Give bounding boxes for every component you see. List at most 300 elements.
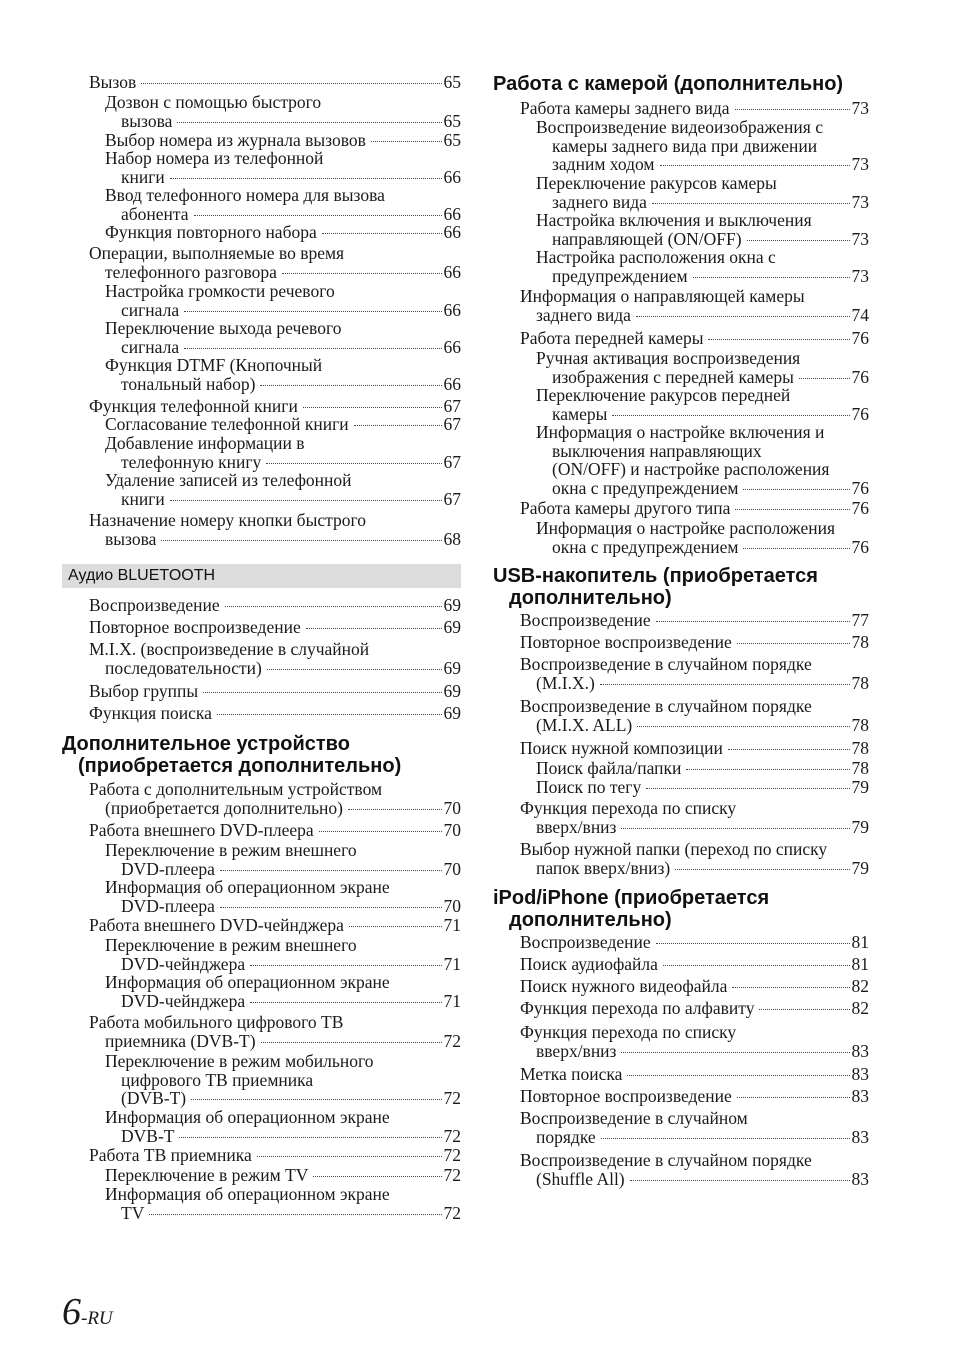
toc-entry-text: Работа ТВ приемника xyxy=(89,1145,252,1165)
toc-entry-line xyxy=(105,992,461,1011)
toc-entry-line xyxy=(536,368,869,387)
toc-entry-line xyxy=(520,611,869,630)
dot-leader xyxy=(737,1097,850,1098)
dot-leader xyxy=(161,540,441,541)
toc-entry-text: (Shuffle All) xyxy=(536,1168,625,1189)
toc-entry-line xyxy=(520,1170,869,1189)
section-heading-line: дополнительно) xyxy=(509,587,672,609)
toc-entry[interactable] xyxy=(493,739,869,758)
toc-entry-text: Операции, выполняемые во время xyxy=(89,243,345,263)
toc-entry[interactable] xyxy=(62,415,461,434)
toc-entry-line xyxy=(536,759,869,778)
toc-entry[interactable] xyxy=(493,99,869,118)
dot-leader xyxy=(203,692,441,693)
toc-entry-text: Настройка включения и выключения xyxy=(536,210,812,230)
toc-entry-text: Функция телефонной книги xyxy=(89,396,298,416)
toc-entry-text: Переключение в режим внешнего xyxy=(105,840,357,860)
dot-leader xyxy=(306,628,442,629)
toc-entry-text: Воспроизведение xyxy=(520,932,651,952)
toc-entry-text: Согласование телефонной книги xyxy=(105,414,349,434)
toc-page-number: 66 xyxy=(443,299,461,320)
toc-entry-text: Повторное воспроизведение xyxy=(520,632,732,652)
toc-entry-text: Поиск аудиофайла xyxy=(520,954,658,974)
toc-entry[interactable] xyxy=(62,73,461,92)
toc-entry[interactable] xyxy=(62,471,461,508)
toc-entry-text: DVD-чейнджера xyxy=(121,953,246,974)
toc-entry-text: DVD-плеера xyxy=(121,895,215,916)
toc-entry-text: заднего вида xyxy=(536,304,631,325)
toc-page-number: 67 xyxy=(443,414,461,434)
toc-entry-text: Переключение ракурсов передней xyxy=(536,385,791,405)
toc-page-number: 66 xyxy=(443,373,461,394)
dot-leader xyxy=(303,407,442,408)
toc-entry-line xyxy=(105,223,461,242)
toc-page-number: 70 xyxy=(443,820,461,840)
toc-entry-text: окна с предупреждением xyxy=(552,477,739,498)
toc-entry-line xyxy=(89,1146,461,1165)
dot-leader xyxy=(257,1156,442,1157)
toc-entry-line xyxy=(520,1087,869,1106)
toc-entry[interactable] xyxy=(493,933,869,952)
toc-entry-text: Работа камеры заднего вида xyxy=(520,98,730,118)
toc-entry[interactable] xyxy=(493,633,869,652)
dot-leader xyxy=(179,1137,441,1138)
dot-leader xyxy=(600,684,850,685)
toc-entry-line xyxy=(520,329,869,348)
toc-entry-line xyxy=(105,1204,461,1223)
toc-entry[interactable] xyxy=(62,511,461,548)
toc-entry-text: сигнала xyxy=(121,336,180,357)
toc-page-number: 83 xyxy=(851,1040,869,1061)
toc-entry-text: Работа мобильного цифрового ТВ xyxy=(89,1012,344,1032)
toc-entry-text: DVB-T xyxy=(121,1125,175,1146)
toc-entry-line xyxy=(89,682,461,701)
toc-page-number: 83 xyxy=(851,1064,869,1084)
toc-entry-text: Переключение выхода речевого xyxy=(105,318,342,338)
dot-leader xyxy=(282,273,442,274)
dot-leader xyxy=(621,828,849,829)
toc-entry[interactable] xyxy=(493,799,869,836)
toc-entry-text: (M.I.X. ALL) xyxy=(536,714,633,735)
toc-page-number: 83 xyxy=(851,1126,869,1147)
toc-entry-line xyxy=(105,860,461,879)
toc-page-number: 73 xyxy=(851,191,869,212)
dot-leader xyxy=(220,907,442,908)
section-heading-line: Дополнительное устройство xyxy=(62,733,350,755)
toc-entry[interactable] xyxy=(493,211,869,248)
dot-leader xyxy=(149,1214,441,1215)
dot-leader xyxy=(747,240,850,241)
page-number: 6 xyxy=(62,1291,81,1333)
toc-entry-text: Воспроизведение в случайном порядке xyxy=(520,1150,812,1170)
toc-page-number: 76 xyxy=(851,477,869,498)
toc-entry-line xyxy=(105,1127,461,1146)
toc-entry[interactable] xyxy=(62,640,461,677)
toc-entry-text: TV xyxy=(121,1202,145,1223)
toc-page-number: 76 xyxy=(851,328,869,348)
toc-entry-text: Воспроизведение xyxy=(89,595,220,615)
toc-entry[interactable] xyxy=(62,397,461,416)
toc-entry[interactable] xyxy=(493,174,869,211)
toc-entry-text: сигнала xyxy=(121,299,180,320)
toc-entry-text: заднего вида xyxy=(552,191,647,212)
toc-entry-text: вверх/вниз xyxy=(536,816,617,837)
toc-entry[interactable] xyxy=(62,186,461,223)
dot-leader xyxy=(220,870,442,871)
toc-entry-text: направляющей (ON/OFF) xyxy=(552,228,742,249)
toc-entry[interactable] xyxy=(493,287,869,324)
toc-entry[interactable] xyxy=(493,611,869,630)
toc-entry[interactable] xyxy=(62,131,461,150)
toc-entry[interactable] xyxy=(62,282,461,319)
toc-entry-text: Информация о настройке включения и xyxy=(536,422,825,442)
toc-entry[interactable] xyxy=(493,499,869,518)
toc-entry-line xyxy=(105,897,461,916)
toc-entry[interactable] xyxy=(493,655,869,692)
toc-entry-text: Переключение в режим TV xyxy=(105,1165,309,1185)
toc-entry-text: Функция DTMF (Кнопочный xyxy=(105,355,323,375)
toc-entry[interactable] xyxy=(62,916,461,935)
toc-entry-line xyxy=(536,538,869,557)
toc-entry[interactable] xyxy=(493,1023,869,1060)
toc-page-number: 82 xyxy=(851,998,869,1018)
dot-leader xyxy=(759,1009,849,1010)
toc-entry[interactable] xyxy=(493,118,869,174)
toc-entry[interactable] xyxy=(493,349,869,386)
toc-entry-text: книги xyxy=(121,166,165,187)
toc-entry[interactable] xyxy=(493,1109,869,1146)
toc-page-number: 67 xyxy=(443,488,461,509)
dot-leader xyxy=(735,109,850,110)
toc-entry-text: (приобретается дополнительно) xyxy=(105,797,344,818)
toc-entry[interactable] xyxy=(62,596,461,615)
toc-page-number: 79 xyxy=(851,777,869,797)
toc-entry[interactable] xyxy=(62,1185,461,1222)
toc-page-number: 76 xyxy=(851,498,869,518)
toc-entry-text: вызова xyxy=(121,110,173,131)
toc-entry-text: Вызов xyxy=(89,72,137,92)
toc-entry-text: окна с предупреждением xyxy=(552,536,739,557)
toc-page-number: 65 xyxy=(443,130,461,150)
toc-entry[interactable] xyxy=(493,840,869,877)
toc-entry-text: DVD-плеера xyxy=(121,858,215,879)
toc-entry[interactable] xyxy=(493,1065,869,1084)
dot-leader xyxy=(170,500,442,501)
toc-entry-line xyxy=(105,205,461,224)
toc-entry-text: тональный набор) xyxy=(121,373,256,394)
toc-entry-text: Поиск нужного видеофайла xyxy=(520,976,728,996)
dot-leader xyxy=(313,1176,441,1177)
toc-entry-line xyxy=(536,778,869,797)
toc-page-number: 72 xyxy=(443,1145,461,1165)
toc-entry-line xyxy=(520,306,869,325)
toc-page-number: 69 xyxy=(443,703,461,723)
toc-entry-line xyxy=(520,499,869,518)
toc-entry-line xyxy=(520,933,869,952)
dot-leader xyxy=(646,788,849,789)
toc-entry[interactable] xyxy=(493,697,869,734)
toc-entry[interactable] xyxy=(493,248,869,285)
toc-page-number: 69 xyxy=(443,595,461,615)
toc-entry-text: Метка поиска xyxy=(520,1064,623,1084)
toc-entry-line xyxy=(105,375,461,394)
toc-page-number: 67 xyxy=(443,451,461,472)
toc-entry-text: DVD-чейнджера xyxy=(121,990,246,1011)
toc-entry-line xyxy=(105,415,461,434)
toc-entry[interactable] xyxy=(493,955,869,974)
dot-leader xyxy=(732,987,849,988)
toc-page-number: 83 xyxy=(851,1168,869,1189)
toc-page-number: 73 xyxy=(851,98,869,118)
toc-entry-line xyxy=(536,267,869,286)
toc-entry-text: Ввод телефонного номера для вызова xyxy=(105,185,385,205)
dot-leader xyxy=(621,1052,849,1053)
toc-entry[interactable] xyxy=(493,423,869,497)
toc-entry[interactable] xyxy=(62,223,461,242)
toc-page-number: 77 xyxy=(851,610,869,630)
toc-page-number: 71 xyxy=(443,953,461,974)
dot-leader xyxy=(141,83,441,84)
dot-leader xyxy=(660,165,850,166)
toc-page-number: 74 xyxy=(851,304,869,325)
toc-entry-text: Добавление информации в xyxy=(105,433,305,453)
toc-entry-text: камеры заднего вида при движении xyxy=(552,135,818,156)
toc-entry-line xyxy=(536,230,869,249)
toc-entry-text: Функция перехода по списку xyxy=(520,798,737,818)
toc-entry-text: Информация о направляющей камеры xyxy=(520,286,805,306)
toc-entry-text: задним ходом xyxy=(552,154,655,174)
toc-entry-text: Работа с дополнительным устройством xyxy=(89,779,383,799)
toc-page-number: 81 xyxy=(851,954,869,974)
dot-leader xyxy=(627,1075,849,1076)
toc-entry-line xyxy=(105,168,461,187)
toc-entry-line xyxy=(520,99,869,118)
toc-entry[interactable] xyxy=(62,356,461,393)
toc-entry-text: Поиск по тегу xyxy=(536,777,642,797)
section-heading xyxy=(493,887,869,931)
toc-entry[interactable] xyxy=(62,244,461,281)
toc-entry[interactable] xyxy=(62,93,461,130)
toc-page-number: 79 xyxy=(851,857,869,878)
toc-page-number: 69 xyxy=(443,657,461,678)
toc-entry-text: Воспроизведение в случайном порядке xyxy=(520,654,812,674)
dot-leader xyxy=(261,1042,442,1043)
toc-entry-text: последовательности) xyxy=(105,657,262,678)
toc-page-number: 70 xyxy=(443,895,461,916)
toc-entry-line xyxy=(105,490,461,509)
toc-entry-line xyxy=(89,916,461,935)
dot-leader xyxy=(319,831,442,832)
toc-entry-text: (DVB-T) xyxy=(121,1088,187,1108)
dot-leader xyxy=(170,178,442,179)
toc-page-number: 76 xyxy=(851,403,869,424)
dot-leader xyxy=(636,316,850,317)
toc-entry-text: книги xyxy=(121,488,165,509)
toc-entry-line xyxy=(89,704,461,723)
toc-entry[interactable] xyxy=(493,778,869,797)
toc-entry-text: Работа внешнего DVD-чейнджера xyxy=(89,915,344,935)
dot-leader xyxy=(371,141,442,142)
toc-entry-line xyxy=(520,977,869,996)
dot-leader xyxy=(728,749,850,750)
toc-page-number: 69 xyxy=(443,617,461,637)
toc-entry-text: порядке xyxy=(536,1126,596,1147)
toc-entry-text: изображения с передней камеры xyxy=(552,366,794,387)
dot-leader xyxy=(250,1002,441,1003)
dot-leader xyxy=(177,122,441,123)
toc-page-number: 66 xyxy=(443,203,461,224)
page-footer xyxy=(62,1290,113,1334)
toc-entry-text: вызова xyxy=(105,528,157,549)
dot-leader xyxy=(735,509,849,510)
toc-page-number: 73 xyxy=(851,154,869,174)
toc-entry-line xyxy=(89,73,461,92)
toc-entry-line xyxy=(105,301,461,320)
toc-entry-line xyxy=(105,955,461,974)
toc-page-number: 65 xyxy=(443,72,461,92)
dot-leader xyxy=(612,415,849,416)
toc-entry[interactable] xyxy=(493,386,869,423)
toc-entry-text: Воспроизведение xyxy=(520,610,651,630)
toc-page-number: 82 xyxy=(851,976,869,996)
toc-entry-line xyxy=(520,1128,869,1147)
toc-entry-text: абонента xyxy=(121,203,189,224)
toc-entry[interactable] xyxy=(62,1166,461,1185)
toc-entry-line xyxy=(105,453,461,472)
toc-page-number: 71 xyxy=(443,990,461,1011)
toc-entry-text: Функция перехода по списку xyxy=(520,1022,737,1042)
toc-entry-line xyxy=(105,112,461,131)
dot-leader xyxy=(260,385,441,386)
toc-entry-text: вверх/вниз xyxy=(536,1040,617,1061)
toc-entry[interactable] xyxy=(493,1087,869,1106)
toc-entry-text: Информация об операционном экране xyxy=(105,877,390,897)
toc-entry-line xyxy=(520,859,869,878)
toc-entry-text: Ручная активация воспроизведения xyxy=(536,348,801,368)
toc-page-number: 72 xyxy=(443,1088,461,1108)
toc-entry[interactable] xyxy=(62,1146,461,1165)
toc-entry-line xyxy=(520,1042,869,1061)
toc-page-number: 81 xyxy=(851,932,869,952)
toc-entry-text: Переключение в режим внешнего xyxy=(105,935,357,955)
toc-entry[interactable] xyxy=(62,434,461,471)
toc-entry-text: цифрового ТВ приемника xyxy=(121,1069,314,1090)
toc-entry-text: Работа передней камеры xyxy=(520,328,704,348)
toc-entry-line xyxy=(105,1166,461,1185)
dot-leader xyxy=(743,489,849,490)
toc-entry[interactable] xyxy=(493,759,869,778)
toc-entry[interactable] xyxy=(62,1013,461,1050)
toc-entry[interactable] xyxy=(62,841,461,878)
toc-entry-text: выключения направляющих xyxy=(552,440,762,461)
toc-entry-text: Набор номера из телефонной xyxy=(105,148,324,168)
toc-page-number: 83 xyxy=(851,1086,869,1106)
toc-entry[interactable] xyxy=(62,821,461,840)
toc-entry[interactable] xyxy=(493,519,869,556)
toc-entry[interactable] xyxy=(62,618,461,637)
toc-entry-text: Настройка расположения окна с xyxy=(536,247,776,267)
dot-leader xyxy=(737,643,850,644)
toc-entry-text: Повторное воспроизведение xyxy=(520,1086,732,1106)
toc-entry[interactable] xyxy=(62,936,461,973)
toc-page-number: 65 xyxy=(443,110,461,131)
toc-entry-text: Информация об операционном экране xyxy=(105,1184,390,1204)
toc-entry-text: Работа внешнего DVD-плеера xyxy=(89,820,314,840)
toc-entry[interactable] xyxy=(62,780,461,817)
toc-entry-text: Выбор номера из журнала вызовов xyxy=(105,130,366,150)
toc-entry-line xyxy=(89,821,461,840)
toc-entry-text: Выбор нужной папки (переход по списку xyxy=(520,839,828,859)
toc-entry[interactable] xyxy=(62,319,461,356)
toc-entry-text: Информация об операционном экране xyxy=(105,972,390,992)
toc-entry-text: Дозвон с помощью быстрого xyxy=(105,92,322,112)
toc-entry-text: Информация об операционном экране xyxy=(105,1107,390,1127)
toc-entry[interactable] xyxy=(62,1108,461,1145)
dot-leader xyxy=(217,714,442,715)
toc-entry[interactable] xyxy=(62,878,461,915)
toc-page-number: 78 xyxy=(851,738,869,758)
toc-entry-text: M.I.X. (воспроизведение в случайной xyxy=(89,639,370,659)
toc-entry[interactable] xyxy=(62,704,461,723)
dot-leader xyxy=(250,965,441,966)
toc-page-number: 72 xyxy=(443,1202,461,1223)
toc-entry[interactable] xyxy=(493,999,869,1018)
toc-entry[interactable] xyxy=(493,329,869,348)
toc-page-number: 67 xyxy=(443,396,461,416)
toc-entry-text: (M.I.X.) xyxy=(536,672,595,693)
toc-entry-text: Поиск файла/папки xyxy=(536,758,682,778)
toc-entry-text: Функция поиска xyxy=(89,703,212,723)
toc-entry-text: Повторное воспроизведение xyxy=(89,617,301,637)
toc-page-number: 76 xyxy=(851,366,869,387)
toc-entry-line xyxy=(520,818,869,837)
dot-leader xyxy=(637,726,849,727)
toc-entry-text: приемника (DVB-T) xyxy=(105,1030,256,1051)
toc-entry-text: Выбор группы xyxy=(89,681,199,701)
toc-entry[interactable] xyxy=(62,682,461,701)
toc-page-number: 79 xyxy=(851,816,869,837)
toc-entry-line xyxy=(89,397,461,416)
toc-entry-text: Информация о настройке расположения xyxy=(536,518,836,538)
toc-page-number: 66 xyxy=(443,336,461,357)
dot-leader xyxy=(349,926,442,927)
page-suffix: -RU xyxy=(81,1308,113,1329)
dot-leader xyxy=(663,965,850,966)
toc-entry-line xyxy=(89,263,461,282)
toc-entry-line xyxy=(520,1065,869,1084)
toc-entry-text: Работа камеры другого типа xyxy=(520,498,731,518)
toc-entry-line xyxy=(536,479,869,498)
toc-page-number: 72 xyxy=(443,1165,461,1185)
toc-entry-text: (ON/OFF) и настройке расположения xyxy=(552,459,830,479)
toc-entry[interactable] xyxy=(493,1151,869,1188)
toc-entry-line xyxy=(520,674,869,693)
toc-entry[interactable] xyxy=(62,149,461,186)
toc-entry-text: Настройка громкости речевого xyxy=(105,281,335,301)
dot-leader xyxy=(652,203,850,204)
dot-leader xyxy=(656,621,850,622)
dot-leader xyxy=(743,548,849,549)
toc-entry[interactable] xyxy=(62,973,461,1010)
toc-entry[interactable] xyxy=(62,1052,461,1108)
toc-entry-text: Назначение номеру кнопки быстрого xyxy=(89,510,366,530)
toc-entry-line xyxy=(536,405,869,424)
toc-entry[interactable] xyxy=(493,977,869,996)
toc-entry-line xyxy=(105,131,461,150)
section-heading-line: iPod/iPhone (приобретается xyxy=(493,887,770,909)
dot-leader xyxy=(354,425,442,426)
toc-page-number: 70 xyxy=(443,797,461,818)
